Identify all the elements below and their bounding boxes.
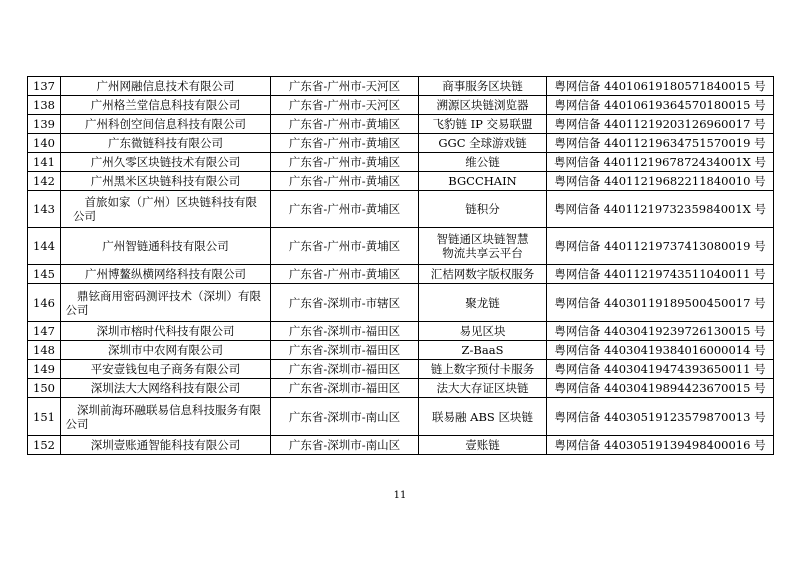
record-number-cell: [547, 228, 774, 265]
company-name: 广东微链科技有限公司: [108, 136, 223, 150]
record-number: 粤网信备 44030519123579870013 号: [554, 409, 766, 424]
row-number-cell: [28, 265, 61, 284]
service-name-cell: [419, 96, 547, 115]
table-row: [28, 265, 774, 284]
row-number-cell: [28, 360, 61, 379]
record-number-cell: [547, 398, 774, 436]
region-cell: [271, 284, 419, 322]
record-number: 粤网信备 44010619364570180015 号: [554, 98, 766, 112]
row-number: 138: [33, 98, 55, 112]
service-name: 溯源区块链浏览器: [436, 98, 529, 112]
table-row: [28, 191, 774, 228]
region-cell: [271, 172, 419, 191]
row-number: 139: [33, 117, 55, 131]
row-number-cell: [28, 172, 61, 191]
company-name: 深圳市中农网有限公司: [108, 343, 223, 357]
record-number-cell: [547, 436, 774, 455]
service-name-cell: [419, 341, 547, 360]
service-name: 链积分: [465, 202, 500, 216]
company-name-cell: [61, 341, 271, 360]
service-name: 商事服务区块链: [442, 79, 523, 93]
region: 广东省-广州市-天河区: [288, 98, 401, 112]
service-name-cell: [419, 153, 547, 172]
row-number: 149: [33, 362, 55, 376]
service-name-cell: [419, 284, 547, 322]
service-name: 法大大存证区块链: [436, 381, 529, 395]
table-row: [28, 134, 774, 153]
service-name: 聚龙链: [465, 295, 500, 310]
service-name: 智链通区块链智慧物流共享云平台: [436, 232, 529, 260]
row-number: 137: [33, 79, 55, 93]
record-number-cell: [547, 153, 774, 172]
service-name-cell: [419, 379, 547, 398]
record-number: 粤网信备 44030519139498400016 号: [554, 438, 766, 452]
region-cell: [271, 153, 419, 172]
registry-table: [27, 76, 774, 455]
row-number: 151: [33, 409, 55, 424]
service-name-cell: [419, 398, 547, 436]
company-name-cell: [61, 379, 271, 398]
company-name: 广州久零区块链技术有限公司: [90, 155, 241, 169]
row-number: 144: [33, 239, 55, 253]
company-name: 鼎铉商用密码测评技术（深圳）有限公司: [65, 288, 261, 317]
region: 广东省-深圳市-福田区: [288, 343, 401, 357]
region-cell: [271, 191, 419, 228]
record-number-cell: [547, 191, 774, 228]
company-name-cell: [61, 360, 271, 379]
record-number-cell: [547, 265, 774, 284]
table-row: [28, 284, 774, 322]
record-number-cell: [547, 341, 774, 360]
company-name-cell: [61, 265, 271, 284]
service-name: BGCCHAIN: [448, 174, 517, 188]
service-name-cell: [419, 228, 547, 265]
service-name-cell: [419, 191, 547, 228]
record-number: 粤网信备 44011219634751570019 号: [554, 136, 766, 150]
record-number-cell: [547, 360, 774, 379]
row-number-cell: [28, 77, 61, 96]
record-number: 粤网信备 44030419474393650011 号: [554, 362, 766, 376]
region: 广东省-深圳市-市辖区: [288, 295, 401, 310]
company-name-cell: [61, 436, 271, 455]
row-number: 140: [33, 136, 55, 150]
row-number-cell: [28, 115, 61, 134]
table-row: [28, 398, 774, 436]
table-row: [28, 360, 774, 379]
table-row: [28, 77, 774, 96]
company-name: 深圳法大大网络科技有限公司: [90, 381, 241, 395]
region-cell: [271, 379, 419, 398]
company-name: 深圳前海环融联易信息科技服务有限公司: [65, 402, 261, 431]
region: 广东省-广州市-黄埔区: [288, 239, 401, 253]
region: 广东省-广州市-天河区: [288, 79, 401, 93]
record-number-cell: [547, 322, 774, 341]
company-name-cell: [61, 398, 271, 436]
region: 广东省-深圳市-南山区: [288, 409, 401, 424]
table-row: [28, 172, 774, 191]
region-cell: [271, 228, 419, 265]
row-number-cell: [28, 436, 61, 455]
service-name: 易见区块: [459, 324, 506, 338]
record-number-cell: [547, 284, 774, 322]
company-name-cell: [61, 191, 271, 228]
region: 广东省-广州市-黄埔区: [288, 202, 401, 216]
service-name-cell: [419, 115, 547, 134]
region-cell: [271, 265, 419, 284]
row-number: 147: [33, 324, 55, 338]
region-cell: [271, 96, 419, 115]
service-name: 维公链: [465, 155, 500, 169]
record-number: 粤网信备 44011219743511040011 号: [554, 267, 766, 281]
row-number-cell: [28, 228, 61, 265]
company-name-cell: [61, 228, 271, 265]
table-row: [28, 436, 774, 455]
record-number-cell: [547, 172, 774, 191]
row-number-cell: [28, 398, 61, 436]
row-number: 145: [33, 267, 55, 281]
record-number: 粤网信备 44010619180571840015 号: [554, 79, 766, 93]
row-number-cell: [28, 153, 61, 172]
record-number: 粤网信备 44011219737413080019 号: [554, 239, 766, 253]
record-number: 粤网信备 44011219203126960017 号: [554, 117, 766, 131]
registry-table-body: [28, 77, 774, 455]
row-number-cell: [28, 96, 61, 115]
row-number-cell: [28, 134, 61, 153]
service-name-cell: [419, 172, 547, 191]
region: 广东省-广州市-黄埔区: [288, 174, 401, 188]
region-cell: [271, 134, 419, 153]
region: 广东省-深圳市-福田区: [288, 324, 401, 338]
row-number: 148: [33, 343, 55, 357]
table-row: [28, 228, 774, 265]
company-name: 平安壹钱包电子商务有限公司: [90, 362, 241, 376]
region-cell: [271, 341, 419, 360]
row-number-cell: [28, 379, 61, 398]
row-number: 146: [33, 295, 55, 310]
record-number-cell: [547, 77, 774, 96]
service-name: 联易融 ABS 区块链: [432, 409, 533, 424]
company-name-cell: [61, 77, 271, 96]
company-name: 广州网融信息技术有限公司: [96, 79, 235, 93]
region: 广东省-广州市-黄埔区: [288, 117, 401, 131]
table-row: [28, 96, 774, 115]
service-name-cell: [419, 436, 547, 455]
service-name: GGC 全球游戏链: [438, 136, 527, 150]
record-number-cell: [547, 96, 774, 115]
service-name-cell: [419, 77, 547, 96]
company-name: 首旅如家（广州）区块链科技有限公司: [73, 195, 257, 223]
table-row: [28, 341, 774, 360]
service-name-cell: [419, 360, 547, 379]
service-name-cell: [419, 265, 547, 284]
service-name: 飞豹链 IP 交易联盟: [432, 117, 533, 131]
company-name: 广州科创空间信息科技有限公司: [85, 117, 246, 131]
region-cell: [271, 115, 419, 134]
table-row: [28, 115, 774, 134]
table-row: [28, 153, 774, 172]
service-name-cell: [419, 134, 547, 153]
row-number-cell: [28, 191, 61, 228]
service-name-cell: [419, 322, 547, 341]
row-number-cell: [28, 284, 61, 322]
region: 广东省-广州市-黄埔区: [288, 136, 401, 150]
row-number: 143: [33, 202, 55, 216]
record-number: 粤网信备 44011219682211840010 号: [554, 174, 766, 188]
region-cell: [271, 360, 419, 379]
table-row: [28, 322, 774, 341]
region-cell: [271, 322, 419, 341]
region: 广东省-广州市-黄埔区: [288, 155, 401, 169]
record-number: 粤网信备 44030419384016000014 号: [554, 343, 766, 357]
company-name-cell: [61, 322, 271, 341]
record-number: 粤网信备 4401121973235984001X 号: [553, 202, 766, 216]
row-number-cell: [28, 341, 61, 360]
table-row: [28, 379, 774, 398]
company-name-cell: [61, 96, 271, 115]
record-number: 粤网信备 44030419239726130015 号: [554, 324, 766, 338]
company-name: 广州格兰堂信息科技有限公司: [90, 98, 241, 112]
region: 广东省-深圳市-南山区: [288, 438, 401, 452]
region: 广东省-广州市-黄埔区: [288, 267, 401, 281]
record-number-cell: [547, 115, 774, 134]
region: 广东省-深圳市-福田区: [288, 381, 401, 395]
row-number: 142: [33, 174, 55, 188]
row-number: 141: [33, 155, 55, 169]
company-name-cell: [61, 172, 271, 191]
company-name-cell: [61, 134, 271, 153]
company-name-cell: [61, 115, 271, 134]
record-number: 粤网信备 4401121967872434001X 号: [553, 155, 766, 169]
company-name-cell: [61, 284, 271, 322]
company-name: 广州黑米区块链科技有限公司: [90, 174, 241, 188]
service-name: 汇桔网数字版权服务: [430, 267, 535, 281]
record-number: 粤网信备 44030119189500450017 号: [554, 295, 766, 310]
company-name: 广州智链通科技有限公司: [102, 239, 229, 253]
region-cell: [271, 436, 419, 455]
row-number: 152: [33, 438, 55, 452]
row-number-cell: [28, 322, 61, 341]
region: 广东省-深圳市-福田区: [288, 362, 401, 376]
service-name: Z-BaaS: [461, 343, 504, 357]
company-name: 广州博鳌纵横网络科技有限公司: [85, 267, 246, 281]
page-number: 11: [393, 490, 407, 501]
company-name: 深圳市榕时代科技有限公司: [96, 324, 235, 338]
region-cell: [271, 77, 419, 96]
record-number: 粤网信备 44030419894423670015 号: [554, 381, 766, 395]
company-name-cell: [61, 153, 271, 172]
company-name: 深圳壹账通智能科技有限公司: [90, 438, 241, 452]
service-name: 壹账链: [465, 438, 500, 452]
region-cell: [271, 398, 419, 436]
row-number: 150: [33, 381, 55, 395]
service-name: 链上数字预付卡服务: [430, 362, 535, 376]
record-number-cell: [547, 134, 774, 153]
record-number-cell: [547, 379, 774, 398]
